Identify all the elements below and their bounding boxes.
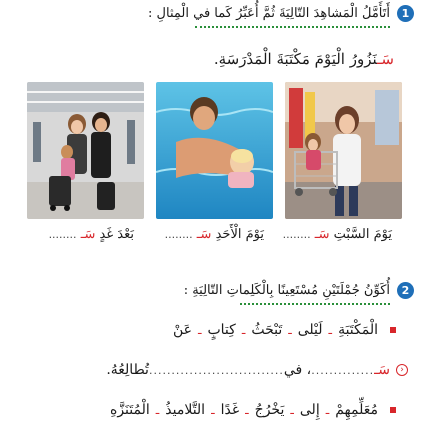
photo-airport-travel (27, 82, 144, 219)
instruction-underline (195, 26, 390, 28)
answer-line-1 (12, 362, 408, 378)
word: الْمَكْتَبَةِ (338, 322, 378, 338)
example-sentence (214, 50, 394, 68)
separator: ـ (155, 403, 160, 417)
word: يَخْرُجُ (254, 402, 285, 418)
word: كِتابٍ (207, 322, 236, 338)
exercise-1-header (148, 5, 414, 22)
caption-text: يَوْمَ الْأَحَدِ (215, 227, 264, 242)
future-prefix: سَـ (374, 362, 390, 378)
word: التَّلاميذُ (165, 402, 206, 418)
instruction-underline (240, 303, 390, 305)
caption-sunday (165, 227, 264, 242)
separator: ـ (245, 403, 249, 417)
exercise-2-instruction: أُكَوِّنُ جُمْلَتَيْنِ مُسْتَعِينًا بِالْكَلِماتِ التّالِيَةِ : (183, 283, 390, 298)
fill-text: ، في (283, 362, 312, 378)
word: عَنْ (172, 322, 192, 338)
caption-future-marker: سَـ (196, 227, 212, 242)
separator: ـ (211, 403, 215, 417)
answer-blank[interactable]: .............. (311, 363, 375, 377)
red-square-bullet (390, 327, 396, 333)
caption-blank: ........ (164, 228, 193, 241)
photo-swimming-pool (156, 82, 273, 219)
caption-text: يَوْمَ السَّبْتِ (333, 227, 392, 242)
future-prefix: سَـ (377, 50, 394, 68)
word: الْمُتَنَزَّهِ (109, 402, 150, 418)
exercise-number-badge: 1 (397, 5, 414, 22)
word: تَبْحَثُ (251, 322, 283, 338)
fill-text: تُطالِعُهُ. (106, 362, 149, 378)
caption-text: بَعْدَ غَدٍ (99, 227, 134, 242)
separator: ـ (328, 323, 333, 337)
word: غَدًا (220, 402, 240, 418)
answer-blank[interactable]: .............................. (148, 363, 284, 377)
word: لَيْلى (297, 322, 323, 338)
caption-saturday (283, 227, 392, 242)
separator: ـ (325, 403, 330, 417)
exercise-2-header (184, 282, 414, 299)
word: مُعَلِّمِهِمْ (335, 402, 378, 418)
word-list-2 (110, 402, 396, 418)
exercise-1-instruction: أَتَأَمَّلُ الْمَشاهِدَ التّالِيَةَ ثُمَّ أُعَبِّرُ كَما في الْمِثالِ : (148, 6, 390, 21)
caption-blank: ........ (48, 228, 77, 241)
photo-shopping-supermarket (285, 82, 402, 219)
word: إِلى (299, 402, 320, 418)
word-list-1 (173, 322, 396, 338)
caption-day-after-tomorrow (49, 227, 134, 242)
caption-future-marker: سَـ (314, 227, 330, 242)
separator: ـ (197, 323, 202, 337)
separator: ـ (288, 323, 292, 337)
caption-future-marker: سَـ (80, 227, 96, 242)
circle-arrow-icon: ‹ (396, 364, 408, 376)
exercise-number-badge: 2 (397, 282, 414, 299)
caption-blank: ........ (282, 228, 311, 241)
separator: ـ (241, 323, 246, 337)
example-sentence-text: نَزُورُ الْيَوْمَ مَكْتَبَةَ الْمَدْرَسَةِ. (213, 50, 378, 68)
red-square-bullet (390, 407, 396, 413)
separator: ـ (290, 403, 294, 417)
